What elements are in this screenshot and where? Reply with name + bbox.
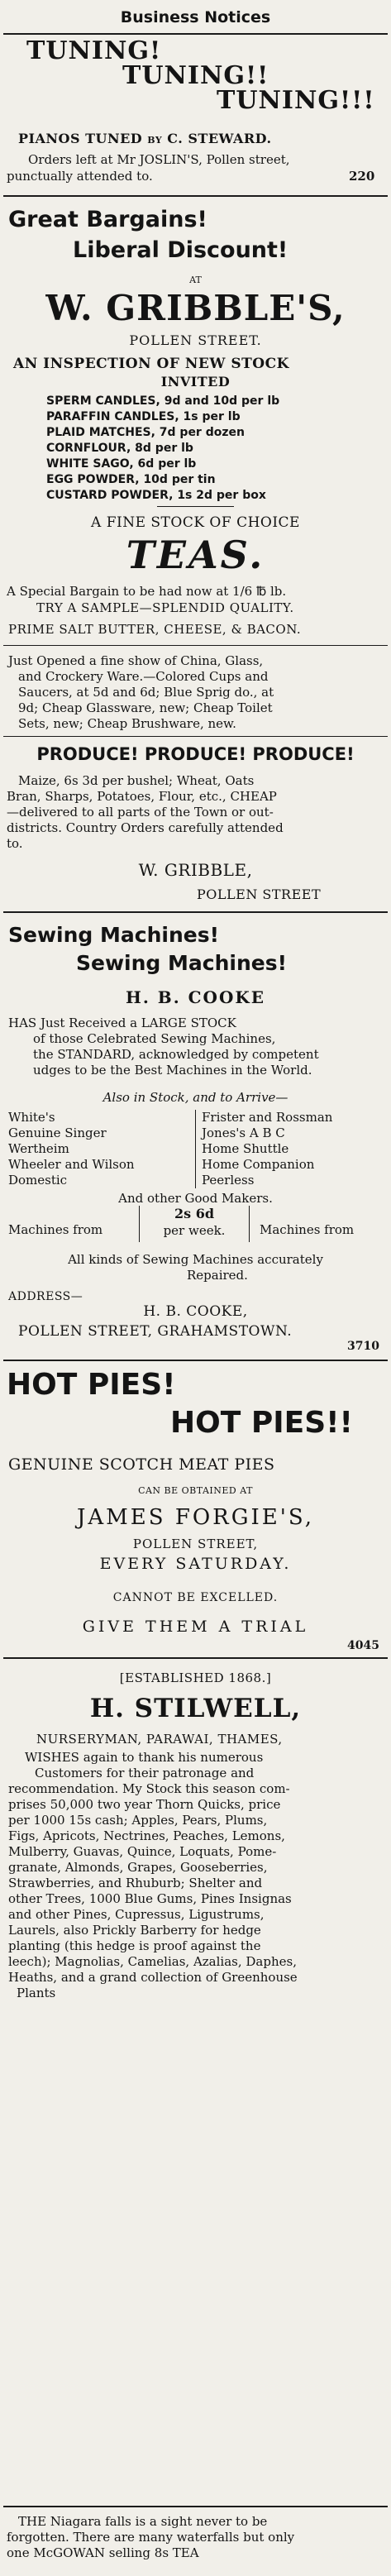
gribble-china-line: Just Opened a fine show of China, Glass, xyxy=(8,653,264,668)
price-bracket xyxy=(139,1206,250,1242)
gribble-produce: PRODUCE! PRODUCE! PRODUCE! xyxy=(36,744,355,764)
machine-brand: Wertheim xyxy=(8,1141,69,1156)
cooke-intro-line: HAS Just Received a LARGE STOCK xyxy=(8,1016,236,1030)
gribble-name: W. GRIBBLE'S, xyxy=(45,288,346,328)
cooke-address-label: ADDRESS— xyxy=(8,1290,83,1303)
cooke-left-column xyxy=(8,1110,135,1188)
price-item: SPERM CANDLES, 9d and 10d per lb xyxy=(46,394,280,408)
gribble-maize-line: Maize, 6s 3d per bushel; Wheat, Oats xyxy=(18,773,255,788)
gribble-street: POLLEN STREET. xyxy=(129,332,262,348)
machine-brand: Genuine Singer xyxy=(8,1126,107,1140)
gribble-china-line: Saucers, at 5d and 6d; Blue Sprig do., at xyxy=(18,685,274,700)
gribble-butter: PRIME SALT BUTTER, CHEESE, & BACON. xyxy=(8,622,302,637)
gribble-signature: W. GRIBBLE, xyxy=(138,860,253,880)
machine-brand: Peerless xyxy=(202,1173,255,1188)
gribble-bargain: A Special Bargain to be had now at 1/6 ℔ lb. xyxy=(7,584,287,599)
machine-brand: Home Shuttle xyxy=(202,1141,289,1156)
cooke-right-column xyxy=(202,1110,332,1188)
cooke-intro-line: udges to be the Best Machines in the World. xyxy=(33,1063,312,1078)
stilwell-text-line: granate, Almonds, Grapes, Gooseberries, xyxy=(8,1860,268,1875)
stilwell-text-line: leech); Magnolias, Camelias, Azalias, Daphes, xyxy=(8,1954,297,1969)
stilwell-text xyxy=(8,1750,298,2001)
cooke-name: H. B. COOKE xyxy=(125,987,266,1007)
short-divider xyxy=(157,506,234,507)
cooke-other: And other Good Makers. xyxy=(118,1191,273,1206)
cooke-machines-left: Machines from xyxy=(8,1222,103,1237)
cooke-intro-line: of those Celebrated Sewing Machines, xyxy=(33,1031,276,1046)
stilwell-text-line: per 1000 15s cash; Apples, Pears, Plums, xyxy=(8,1813,268,1828)
gribble-price-list xyxy=(46,394,279,504)
stilwell-text-line: recommendation. My Stock this season com- xyxy=(8,1781,290,1796)
advert-number: 3710 xyxy=(347,1340,379,1353)
machine-brand: White's xyxy=(8,1110,55,1125)
advert-number: 4045 xyxy=(347,1639,379,1652)
stilwell-text-line: Mulberry, Guavas, Quince, Loquats, Pome- xyxy=(8,1844,277,1859)
price-item: CUSTARD POWDER, 1s 2d per box xyxy=(46,489,266,502)
price-item: PARAFFIN CANDLES, 1s per lb xyxy=(46,410,241,423)
column-bracket xyxy=(195,1110,196,1188)
cooke-machines-right: Machines from xyxy=(260,1222,355,1237)
stilwell-text-line: Strawberries, and Rhuburb; Shelter and xyxy=(8,1876,263,1890)
tuning-pianos-line: PIANOS TUNED by C. STEWARD. xyxy=(18,131,272,146)
divider xyxy=(3,195,388,197)
cooke-headline-1: Sewing Machines! xyxy=(8,923,219,947)
price-item: WHITE SAGO, 6d per lb xyxy=(46,457,197,471)
gribble-teas: TEAS. xyxy=(126,533,265,577)
gribble-inspection-line-1: AN INSPECTION OF NEW STOCK xyxy=(13,356,289,372)
machine-brand: Frister and Rossman xyxy=(202,1110,333,1125)
pies-headline-1: HOT PIES! xyxy=(7,1368,176,1402)
pies-excel: CANNOT BE EXCELLED. xyxy=(112,1591,279,1604)
stilwell-text-line: prises 50,000 two year Thorn Quicks, price xyxy=(8,1797,281,1812)
divider xyxy=(3,736,388,737)
stilwell-name: H. STILWELL, xyxy=(89,1694,302,1723)
cooke-address-street: POLLEN STREET, GRAHAMSTOWN. xyxy=(18,1323,293,1340)
footer-line: one McGOWAN selling 8s TEA xyxy=(7,2545,199,2560)
stilwell-text-line: Laurels, also Prickly Barberry for hedge xyxy=(8,1923,261,1938)
tuning-word-3: TUNING!!! xyxy=(217,86,375,115)
stilwell-text-line: Figs, Apricots, Nectrines, Peaches, Lemons, xyxy=(8,1828,285,1843)
gribble-china-line: and Crockery Ware.—Colored Cups and xyxy=(18,669,269,684)
cooke-repair-line: All kinds of Sewing Machines accurately xyxy=(68,1252,323,1267)
price-item: PLAID MATCHES, 7d per dozen xyxy=(46,426,245,439)
gribble-china-line: Sets, new; Cheap Brushware, new. xyxy=(18,716,236,731)
pies-headline-2: HOT PIES!! xyxy=(170,1406,353,1440)
price-amount: 2s 6d xyxy=(174,1206,215,1221)
divider xyxy=(3,911,388,913)
gribble-at: AT xyxy=(189,275,202,285)
tuning-word-2: TUNING!! xyxy=(122,61,269,90)
machine-brand: Wheeler and Wilson xyxy=(8,1157,135,1172)
gribble-maize-line: to. xyxy=(7,836,23,851)
gribble-maize-line: —delivered to all parts of the Town or out- xyxy=(7,805,274,820)
tuning-word-1: TUNING! xyxy=(26,36,162,65)
advert-number: 220 xyxy=(349,169,375,184)
pies-line-1: GENUINE SCOTCH MEAT PIES xyxy=(8,1455,275,1474)
gribble-china-line: 9d; Cheap Glassware, new; Cheap Toilet xyxy=(18,700,273,715)
machine-brand: Jones's A B C xyxy=(202,1126,285,1140)
tuning-orders-line: Orders left at Mr JOSLIN'S, Pollen street, xyxy=(28,152,290,167)
machine-brand: Domestic xyxy=(8,1173,68,1188)
stilwell-text-line: Heaths, and a grand collection of Greenhouse xyxy=(8,1970,298,1985)
pies-line-2: CAN BE OBTAINED AT xyxy=(138,1485,253,1496)
stilwell-text-line: Customers for their patronage and xyxy=(35,1766,255,1780)
pies-trial: GIVE THEM A TRIAL xyxy=(82,1618,309,1636)
gribble-sample: TRY A SAMPLE—SPLENDID QUALITY. xyxy=(36,600,294,615)
tuning-attended-line: punctually attended to. xyxy=(7,169,153,184)
pies-name: JAMES FORGIE'S, xyxy=(76,1505,315,1530)
gribble-inspection-line-2: INVITED xyxy=(160,374,231,390)
footer-line: THE Niagara falls is a sight never to be xyxy=(18,2514,268,2529)
footer-line: forgotten. There are many waterfalls but only xyxy=(7,2530,295,2545)
divider xyxy=(3,1657,388,1659)
cooke-intro-line: the STANDARD, acknowledged by competent xyxy=(33,1047,319,1062)
machine-brand: Home Companion xyxy=(202,1157,315,1172)
price-item: CORNFLOUR, 8d per lb xyxy=(46,442,193,455)
pies-street: POLLEN STREET, xyxy=(132,1537,259,1551)
gribble-headline-2: Liberal Discount! xyxy=(73,237,288,263)
cooke-also: Also in Stock, and to Arrive— xyxy=(103,1090,288,1105)
cooke-repair-line: Repaired. xyxy=(187,1268,248,1283)
gribble-maize-line: districts. Country Orders carefully attended xyxy=(7,820,284,835)
stilwell-text-line: Plants xyxy=(17,1986,56,2000)
gribble-maize-line: Bran, Sharps, Potatoes, Flour, etc., CHEAP xyxy=(7,789,277,804)
divider xyxy=(3,33,388,35)
price-item: EGG POWDER, 10d per tin xyxy=(46,473,216,486)
stilwell-subtitle: NURSERYMAN, PARAWAI, THAMES, xyxy=(36,1732,283,1747)
stilwell-established: [ESTABLISHED 1868.] xyxy=(119,1670,272,1685)
cooke-address-name: H. B. COOKE, xyxy=(143,1303,248,1320)
stilwell-text-line: and other Pines, Cupressus, Ligustrums, xyxy=(8,1907,265,1922)
divider xyxy=(3,645,388,646)
stilwell-text-line: planting (this hedge is proof against the xyxy=(8,1938,261,1953)
cooke-headline-2: Sewing Machines! xyxy=(76,951,287,975)
stilwell-text-line: WISHES again to thank his numerous xyxy=(25,1750,264,1765)
section-title: Business Notices xyxy=(120,8,271,26)
divider xyxy=(3,2506,388,2507)
stilwell-text-line: other Trees, 1000 Blue Gums, Pines Insignas xyxy=(8,1891,292,1906)
gribble-teas-intro: A FINE STOCK OF CHOICE xyxy=(91,514,300,531)
gribble-signature-street: POLLEN STREET xyxy=(197,887,322,902)
gribble-headline-1: Great Bargains! xyxy=(8,207,207,232)
price-period: per week. xyxy=(163,1223,226,1238)
divider xyxy=(3,1360,388,1361)
pies-day: EVERY SATURDAY. xyxy=(99,1555,292,1573)
